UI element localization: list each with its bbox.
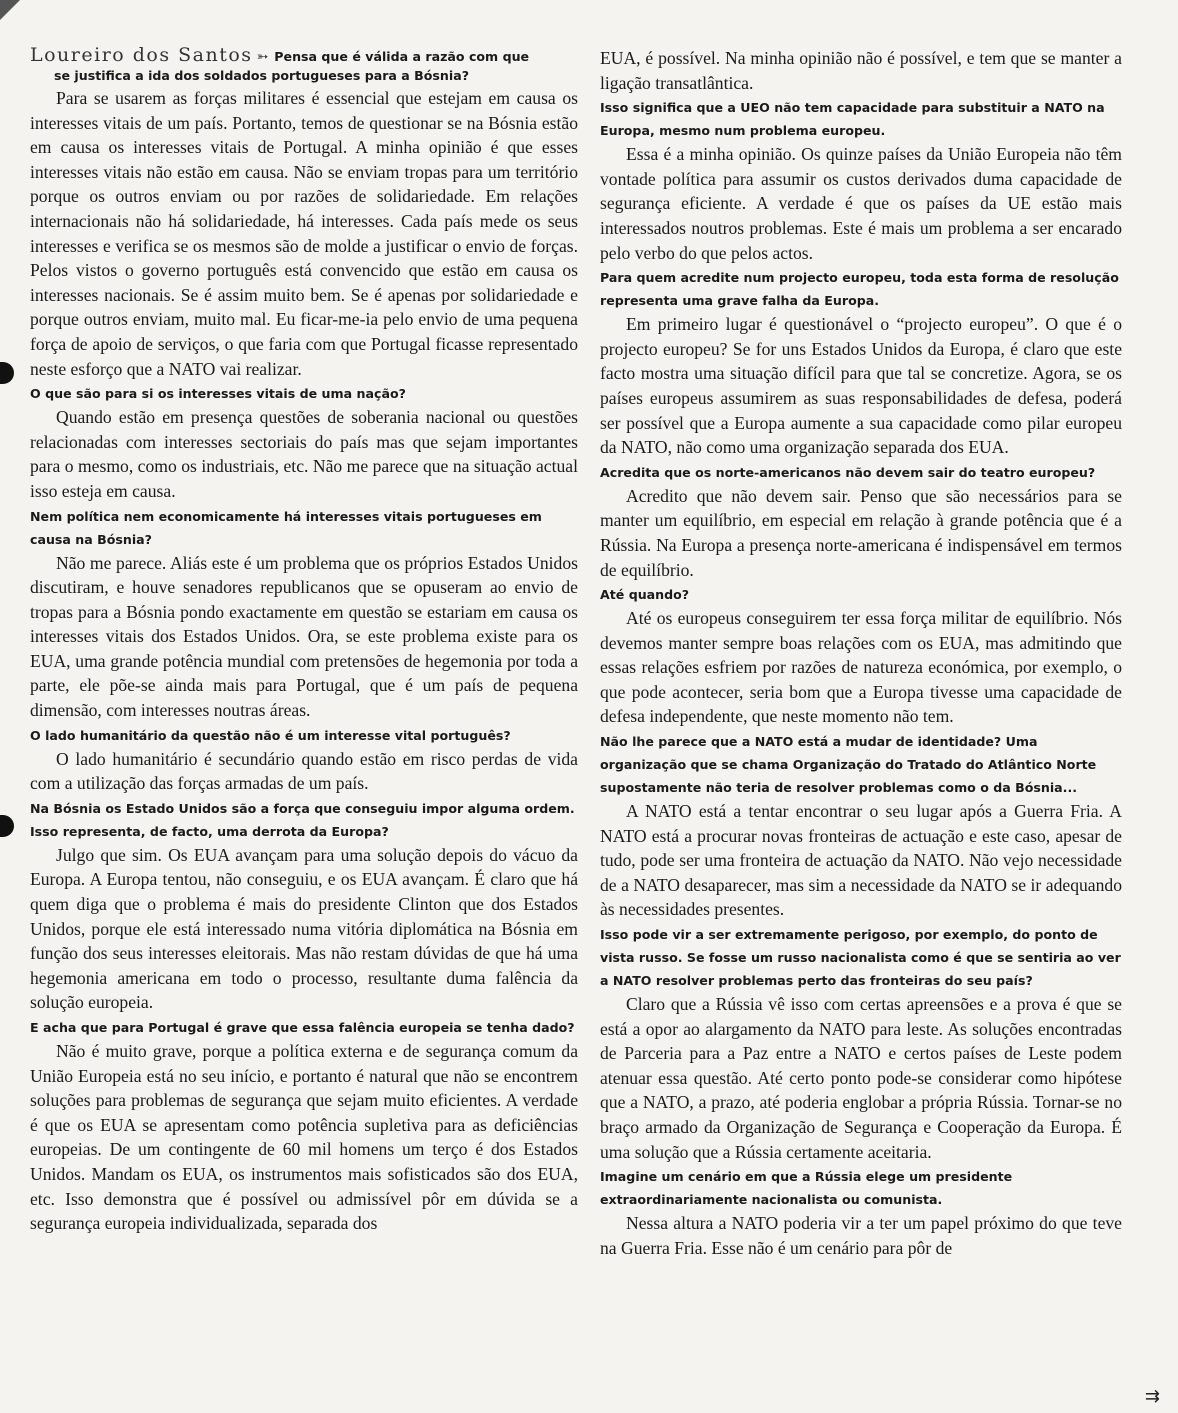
opening-question xyxy=(30,44,578,86)
first-question-line2: se justifica a ida dos soldados portugueses para a Bósnia? xyxy=(54,68,470,83)
interview-question: Isso pode vir a ser extremamente perigoso, por exemplo, do ponto de vista russo. Se fosse um russo nacionalista como é que se sentiria ao ver a NATO resolver problemas perto das fronteiras do seu país? xyxy=(600,927,1121,989)
binder-hole xyxy=(0,362,14,384)
interview-question: E acha que para Portugal é grave que essa falência europeia se tenha dado? xyxy=(30,1020,575,1035)
folded-corner xyxy=(0,0,22,22)
interview-question: Acredita que os norte-americanos não devem sair do teatro europeu? xyxy=(600,464,1096,480)
left-column xyxy=(30,44,578,1236)
interview-answer: O lado humanitário é secundário quando estão em risco perdas de vida com a utilização das forças armadas de um país. xyxy=(30,748,578,794)
interview-answer: A NATO está a tentar encontrar o seu lugar após a Guerra Fria. A NATO está a procurar novas fronteiras de actuação e este caso, apesar de tudo, pode ser uma fronteira de actuação da NATO. Não vejo necessidade de a NATO desaparecer, mas sim a necessidade da NATO se ir adequando às necessidades presentes. xyxy=(600,801,1122,920)
interview-answer: Claro que a Rússia vê isso com certas apreensões e a prova é que se está a opor ao alargamento da NATO para leste. As soluções encontradas de Parceria para a Paz entre a NATO e certos países de Leste podem atenuar essa questão. Até certo ponto pode-se considerar como hipótese que a NATO, a prazo, até poderia englobar a própria Rússia. Tornar-se no braço armado da Organização de Segurança e Cooperação da Europa. É uma solução que a Rússia certamente aceitaria. xyxy=(600,994,1122,1162)
interview-answer: Quando estão em presença questões de soberania nacional ou questões relacionadas com interesses sectoriais do país mas que sejam importantes para o mesmo, como os industriais, etc. Não me parece que na situação actual isso esteja em causa. xyxy=(30,407,578,501)
interview-question: O que são para si os interesses vitais de uma nação? xyxy=(30,386,406,402)
interview-question: Para quem acredite num projecto europeu, toda esta forma de resolução representa uma grave falha da Europa. xyxy=(600,270,1119,309)
interview-answer: Para se usarem as forças militares é essencial que estejam em causa os interesses vitais de um país. Portanto, temos de questionar se na Bósnia estão em causa os interesses vitais de Portugal. A minha opinião é que esses interesses vitais não estão em causa. Não se enviam tropas para um território porque os outros enviam ou por razões de solidariedade. Em relações internacionais não há solidariedade, há interesses. Cada país mede os seus interesses e verifica se os mesmos são de molde a justificar o envio de forças. Pelos vistos o governo português está convencido que estão em causa os interesses nacionais. Se é assim muito bem. Se é apenas por solidariedade e porque outros enviam, muito mal. Eu ficar-me-ia pelo envio de uma pequena força de apoio de serviços, o que faria com que Portugal ficasse representado neste esforço que a NATO vai realizar. xyxy=(30,88,578,379)
interview-answer: Julgo que sim. Os EUA avançam para uma solução depois do vácuo da Europa. A Europa tentou, não conseguiu, e os EUA avançam. É claro que há quem diga que o problema é mais do presidente Clinton que dos Estados Unidos, porque ele está interessado numa vitória diplomática na Bósnia em função dos seus interesses eleitorais. Mas não restam dúvidas de que há uma hegemonia americana em todo o processo, resultante duma falência da solução europeia. xyxy=(30,844,578,1013)
interview-answer: Nessa altura a NATO poderia vir a ter um papel próximo do que teve na Guerra Fria. Esse não é um cenário para pôr de xyxy=(600,1213,1122,1258)
interview-question: Nem política nem economicamente há interesses vitais portugueses em causa na Bósnia? xyxy=(30,508,542,547)
interview-answer: Em primeiro lugar é questionável o “projecto europeu”. O que é o projecto europeu? Se for uns Estados Unidos da Europa, é claro que este facto mostra uma situação difícil para que tal se concretize. Agora, se os países europeus assumirem as suas responsabilidades de defesa, poderá ser possível que a Europa aumente a sua capacidade como pilar europeu da NATO, não como uma organização separada dos EUA. xyxy=(600,314,1122,458)
interview-answer: Não me parece. Aliás este é um problema que os próprios Estados Unidos discutiram, e houve senadores republicanos que se opuseram ao envio de tropas para a Bósnia pondo exactamente em questão se estariam em causa os interesses vitais dos Estados Unidos. Ora, se este problema existe para os EUA, uma grande potência mundial com pretensões de hegemonia por toda a parte, ele põe-se ainda mais para Portugal, que é um país de pequena dimensão, com interesses noutras áreas. xyxy=(30,552,578,721)
interview-question: Até quando? xyxy=(600,587,690,603)
interview-answer: Até os europeus conseguirem ter essa força militar de equilíbrio. Nós devemos manter sempre boas relações com os EUA, mas admitindo que essas relações esfriem por razões de natureza económica, por exemplo, o que pode acontecer, seria bom que a Europa tivesse uma capacidade de defesa independente, que neste momento não tem. xyxy=(600,608,1122,727)
interview-question: Na Bósnia os Estado Unidos são a força que conseguiu impor alguma ordem. Isso representa, de facto, uma derrota da Europa? xyxy=(30,800,575,839)
interview-answer: Essa é a minha opinião. Os quinze países da União Europeia não têm vontade política para assumir os custos derivados duma capacidade de segurança eficiente. A verdade é que os países da UE estão mais interessados noutros problemas. Este é mais um problema a ser encarado pelo verbo do que pelos actos. xyxy=(600,144,1122,263)
left-column-text xyxy=(30,86,578,1236)
interview-question: Isso significa que a UEO não tem capacidade para substituir a NATO na Europa, mesmo num problema europeu. xyxy=(600,100,1105,139)
binder-hole xyxy=(0,815,14,837)
arrow-icon: ➳ xyxy=(256,49,269,65)
interview-answer: EUA, é possível. Na minha opinião não é possível, e tem que se manter a ligação transatlântica. xyxy=(600,48,1122,93)
first-question-line1: Pensa que é válida a razão com que xyxy=(274,49,530,64)
right-column xyxy=(600,46,1122,1260)
interview-answer: Acredito que não devem sair. Penso que são necessários para se manter um equilíbrio, em especial em relação à grande potência que é a Rússia. Na Europa a presença norte-americana é indispensável em termos de equilíbrio. xyxy=(600,485,1122,580)
page-turn-mark: ⇉ xyxy=(1144,1386,1160,1407)
interview-answer: Não é muito grave, porque a política externa e de segurança comum da União Europeia está no seu início, e portanto é natural que não se encontrem soluções para problemas de segurança que sejam muito eficientes. A verdade é que os EUA se apresentam como potência supletiva para as deficiências europeias. De um contingente de 60 mil homens um terço é dos Estados Unidos. Mandam os EUA, os instrumentos mais sofisticados são dos EUA, etc. Isso demonstra que é possível ou admissível pôr em dúvida se a segurança europeia individualizada, separada dos xyxy=(30,1041,578,1234)
right-column-text xyxy=(600,46,1122,1260)
interview-question: O lado humanitário da questão não é um interesse vital português? xyxy=(30,727,511,743)
interview-question: Imagine um cenário em que a Rússia elege um presidente extraordinariamente nacionalista ou comunista. xyxy=(600,1169,1013,1208)
interview-question: Não lhe parece que a NATO está a mudar de identidade? Uma organização que se chama Organização do Tratado do Atlântico Norte supostamente não teria de resolver problemas como o da Bósnia... xyxy=(600,734,1097,796)
interviewee-name: Loureiro dos Santos xyxy=(30,44,253,66)
